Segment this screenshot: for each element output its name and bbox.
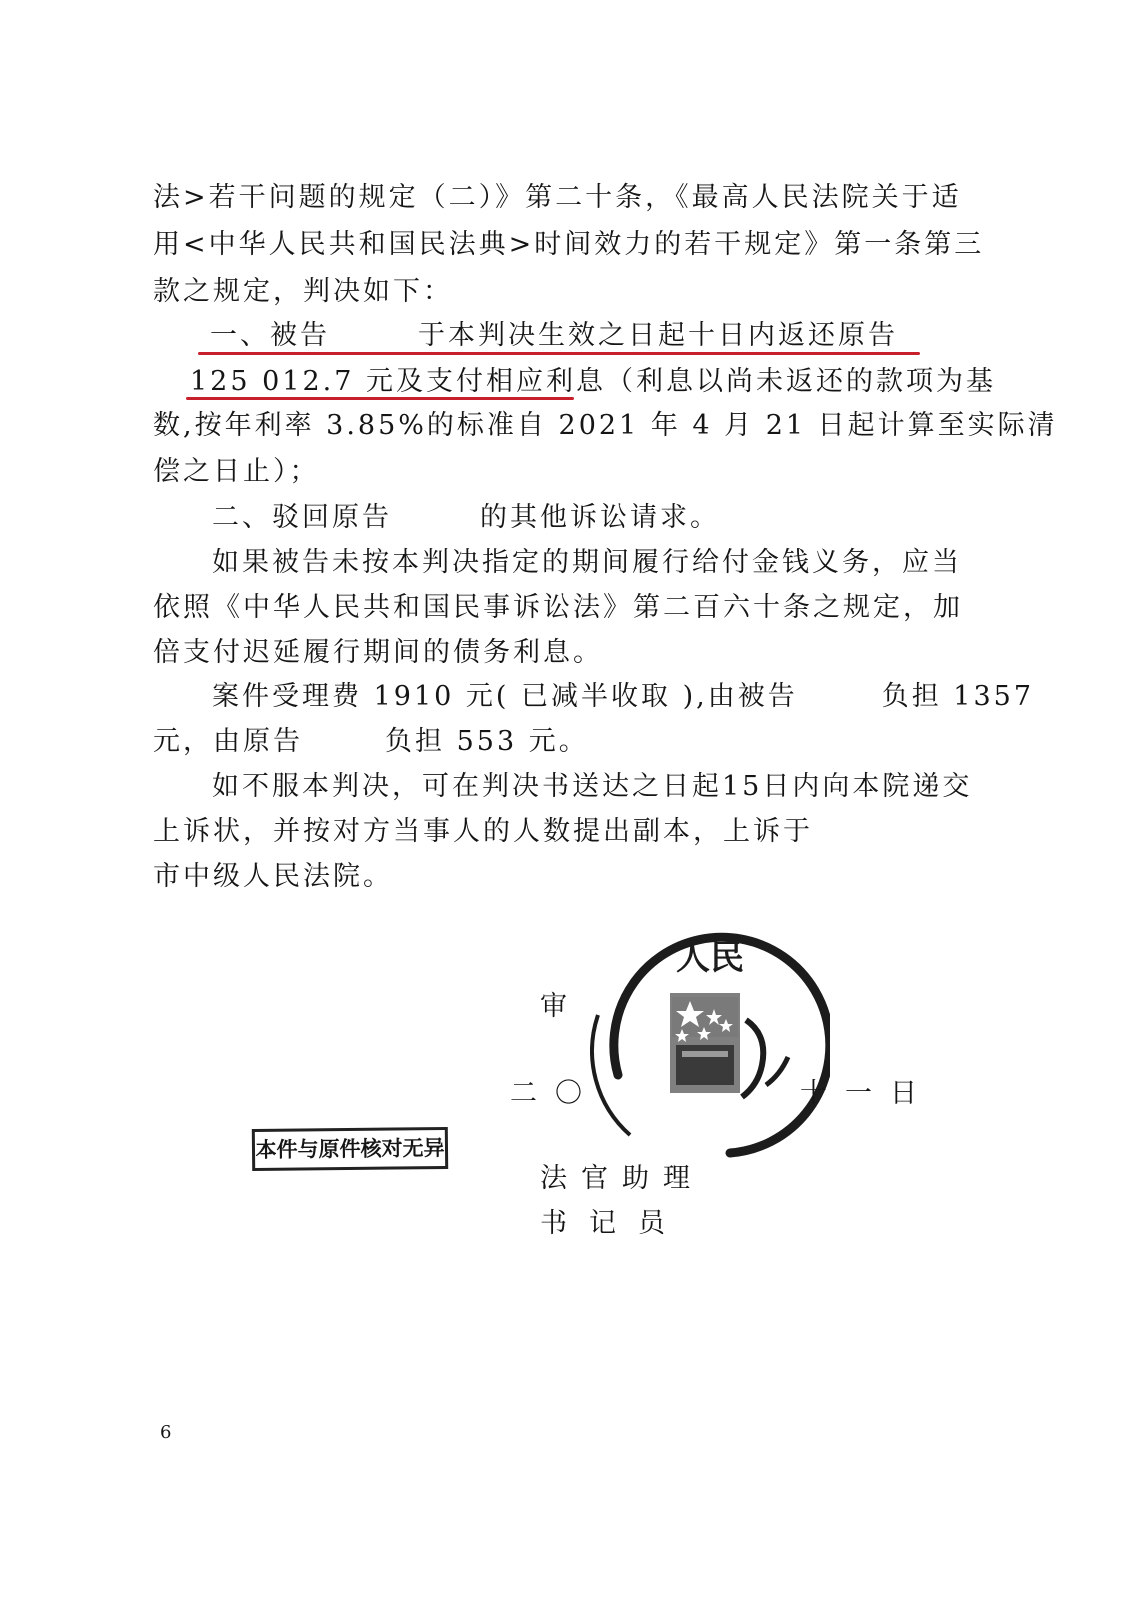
body-line-1: 法>若干问题的规定（二）》第二十条，《最高人民法院关于适 (153, 182, 962, 213)
fee-line-2 (153, 725, 589, 759)
court-seal (590, 925, 830, 1165)
fee-defendant-share: 负担 1357 (881, 681, 1034, 712)
notice-line-1: 如果被告未按本判决指定的期间履行给付金钱义务，应当 (212, 547, 962, 578)
body-line-3: 款之规定，判决如下： (153, 276, 453, 307)
date-left: 二〇 (510, 1078, 600, 1109)
clerk-label: 书记员 (540, 1208, 687, 1239)
judgment-item-1-line-3: 数,按年利率 3.85%的标准自 2021 年 4 月 21 日起计算至实际清 (153, 410, 1058, 441)
body-line-2: 用<中华人民共和国民法典>时间效力的若干规定》第一条第三 (153, 229, 985, 260)
judge-label: 审 (540, 991, 585, 1022)
date-right: 十一日 (800, 1078, 935, 1109)
judgment-item-1-line-1 (210, 319, 898, 353)
appeal-line-2: 上诉状，并按对方当事人的人数提出副本，上诉于 (153, 816, 813, 847)
fee-plaintiff-label: 元，由原告 (153, 726, 303, 757)
fee-line-1 (212, 680, 1034, 714)
fee-amount-text: 案件受理费 1910 元( 已减半收取 ),由被告 (212, 681, 798, 712)
page-number: 6 (160, 1422, 172, 1443)
item-1-defendant-label: 一、被告 (210, 320, 330, 351)
item-1-obligation: 于本判决生效之日起十日内返还原告 (418, 320, 898, 351)
judgment-item-2 (212, 501, 720, 535)
judgment-item-1-line-2: 125 012.7 元及支付相应利息（利息以尚未返还的款项为基 (190, 366, 996, 397)
assistant-label: 法官助理 (540, 1163, 704, 1194)
fee-plaintiff-share: 负担 553 元。 (385, 726, 589, 757)
judgment-item-1-line-4: 偿之日止）； (153, 456, 320, 487)
notice-line-2: 依照《中华人民共和国民事诉讼法》第二百六十条之规定，加 (153, 592, 963, 623)
appeal-line-1: 如不服本判决，可在判决书送达之日起15日内向本院递交 (212, 771, 973, 802)
seal-text: 人民 (676, 938, 744, 978)
copy-verification-stamp: 本件与原件核对无异 (252, 1127, 448, 1171)
red-underline-1 (198, 352, 920, 355)
notice-line-3: 倍支付迟延履行期间的债务利息。 (153, 637, 603, 668)
red-underline-2 (186, 397, 574, 400)
item-2-plaintiff-label: 二、驳回原告 (212, 502, 392, 533)
appeal-line-3: 市中级人民法院。 (153, 861, 393, 892)
item-2-rejection: 的其他诉讼请求。 (480, 502, 720, 533)
